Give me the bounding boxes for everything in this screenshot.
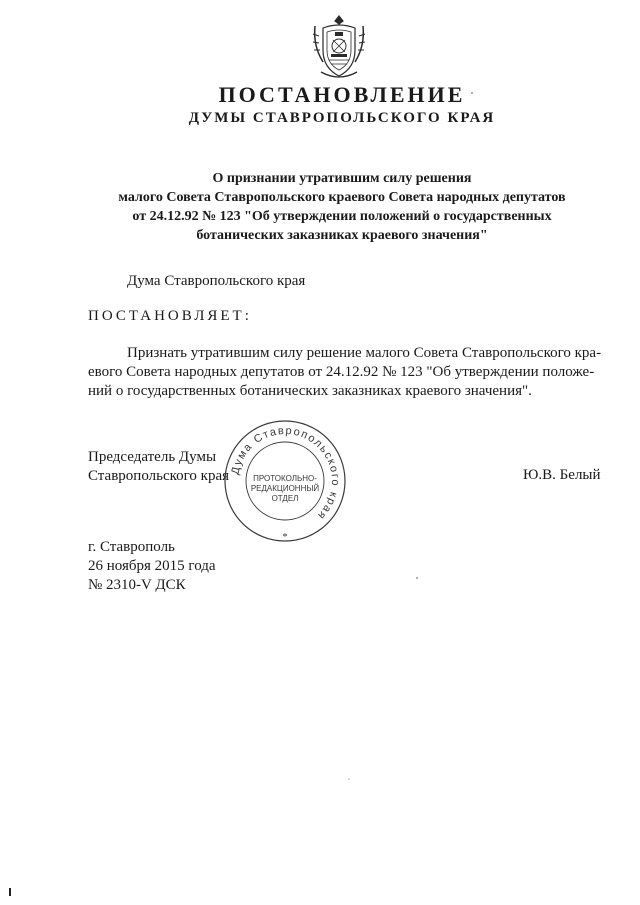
- body-line: ний о государственных ботанических заказниках краевого значения".: [88, 383, 532, 399]
- title-line: от 24.12.92 № 123 "Об утверждении положений о государственных: [132, 209, 552, 224]
- place-text: г. Ставрополь: [88, 539, 175, 555]
- resolves-text: ПОСТАНОВЛЯЕТ:: [88, 308, 252, 324]
- title-line: малого Совета Ставропольского краевого Совета народных депутатов: [118, 190, 566, 205]
- body-line: евого Совета народных депутатов от 24.12.92 № 123 "Об утверждении положе-: [88, 364, 595, 380]
- title-line: О признании утратившим силу решения: [212, 171, 472, 186]
- preamble-text: Дума Ставропольского края: [127, 273, 306, 289]
- issuer-heading: ДУМЫ СТАВРОПОЛЬСКОГО КРАЯ: [188, 110, 496, 126]
- stamp-star: *: [282, 531, 288, 543]
- stamp-inner-line: ОТДЕЛ: [271, 494, 299, 503]
- stamp-inner-line: РЕДАКЦИОННЫЙ: [250, 484, 320, 493]
- date-text: 26 ноября 2015 года: [88, 558, 216, 574]
- signatory-name: Ю.В. Белый: [523, 467, 601, 483]
- document-number: № 2310-V ДСК: [88, 577, 186, 593]
- stamp-ring-text: Дума Ставропольского края: [229, 424, 342, 523]
- signatory-title-line: Ставропольского края: [88, 468, 229, 484]
- document-type-heading: ПОСТАНОВЛЕНИЕ: [218, 82, 466, 107]
- body-line: Признать утратившим силу решение малого Совета Ставропольского кра-: [127, 345, 602, 361]
- stamp-inner-line: ПРОТОКОЛЬНО-: [253, 474, 317, 483]
- signatory-title-line: Председатель Думы: [88, 449, 217, 465]
- title-line: ботанических заказниках краевого значения": [196, 228, 488, 243]
